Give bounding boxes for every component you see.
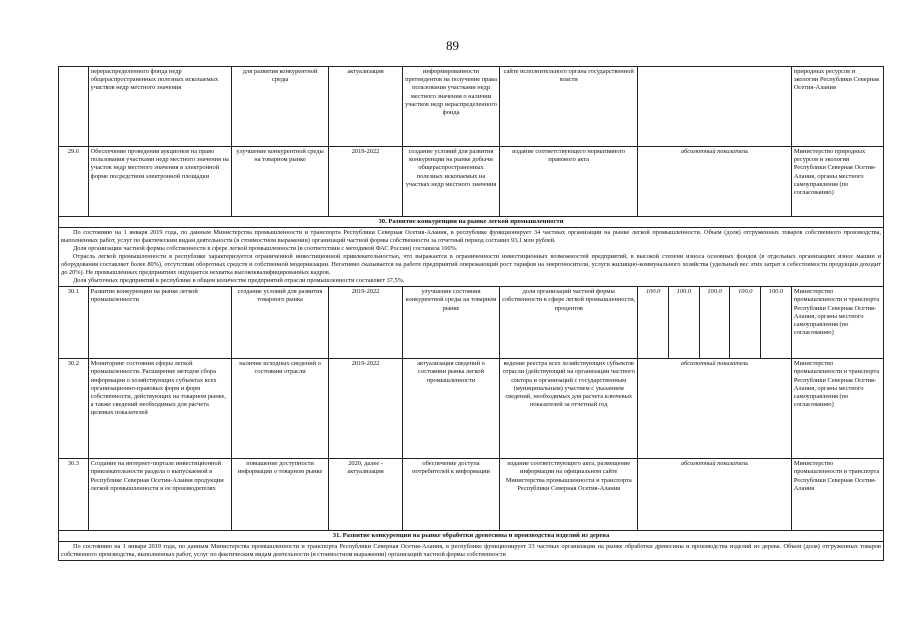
- cell-result: информированности претендентов на получение права пользования участками недр местного значения о наличии участков недр нераспределенного фонда: [402, 67, 499, 147]
- section-intro-row: [59, 542, 884, 561]
- page-number: 89: [446, 38, 459, 53]
- section-title: 31. Развитие конкуренции на рынке обработки древесины и производства изделий из дерева: [59, 531, 884, 542]
- cell-term: 2019-2022: [329, 287, 403, 359]
- cell-num: 29.6: [59, 147, 89, 217]
- cell-document: издание соответствующего нормативного правового акта: [500, 147, 638, 217]
- table-row: [59, 147, 884, 217]
- cell-value-2022: 100.0: [761, 287, 792, 359]
- table-row: [59, 459, 884, 531]
- cell-result: создание условий для развития конкуренции на рынке добычи общераспространенных полезных ископаемых на участках недр местного значения: [402, 147, 499, 217]
- cell-document: доля организаций частной формы собственности в сфере легкой промышленности, процентов: [500, 287, 638, 359]
- cell-measure: Мониторинг состояния сферы легкой промышленности. Расширение методов сбора информации о хозяйствующих субъектах всех организационно-правовых форм и форм собственности, действующих на товарном рынке, а также сведений необходимых для расчета целевых показателей: [88, 359, 231, 459]
- cell-problem: для развития конкурентной среды: [231, 67, 328, 147]
- intro-paragraph: По состоянию на 1 января 2019 года, по данным Министерства промышленности и транспорта Республики Северная Осетия-Алания, в республике функционирует 34 частных организации на рынке легкой промышленности. Объем (доля) отгруженных товаров собственного производства, выполненных работ, услуг по фактическим видам деятельности (в стоимостном выражении) организаций частной формы собственности за отчетный период составил 93,1 млн рублей.: [61, 229, 881, 245]
- section-title: 30. Развитие конкуренции на рынке легкой промышленности: [59, 217, 884, 228]
- cell-num: 30.1: [59, 287, 89, 359]
- cell-document: ведение реестра всех хозяйствующих субъектов отрасли (действующий на организации частного сектора и организаций с государственным (муниципальным) участием с указанием сведений, необходимых для расчета ключевых показателей за отчетный год: [500, 359, 638, 459]
- intro-paragraph: Доля организации частной формы собственности в сфере легкой промышленности (в соответствии с методикой ФАС России) составила 100%.: [73, 245, 458, 253]
- cell-result: улучшение состояния конкурентной среды на товарном рынке: [402, 287, 499, 359]
- cell-num: [59, 67, 89, 147]
- section-heading-row: [59, 531, 884, 542]
- cell-term: актуализация: [329, 67, 403, 147]
- cell-indicators: абсолютный показатель: [638, 147, 792, 217]
- cell-measure: Создание на интернет-портале инвестиционной привлекательности раздела о выпускаемой в Республике Северная Осетия-Алания продукции легкой промышленности и ее производителях: [88, 459, 231, 531]
- section-heading-row: [59, 217, 884, 228]
- cell-measure: перераспределенного фонда недр общераспространенных полезных ископаемых участков недр местного значения: [88, 67, 231, 147]
- cell-value-2018: 100.0: [638, 287, 669, 359]
- cell-measure: Развитие конкуренции на рынке легкой промышленности: [88, 287, 231, 359]
- section-intro-row: [59, 228, 884, 287]
- cell-responsible: природных ресурсов и экологии Республики Северная Осетия-Алания: [791, 67, 883, 147]
- cell-result: актуализация сведений о состоянии рынка легкой промышленности: [402, 359, 499, 459]
- intro-paragraph: Отрасль легкой промышленности в республике характеризуется ограниченной инвестиционной привлекательностью, что выражается в ограниченности инвестиционных возможностей предприятий, в высокой степени износа основных фондов (в отдельных организациях износ машин и оборудования составляет более 80%), отсутствии оборотных средств и собственной модернизации. Негативно сказывается на работе предприятий опережающий рост тарифов на энергоносители, услуги жилищно-коммунального хозяйства (удельный вес этих затрат в себестоимости продукции доходит до 20%). Не промышленных предприятиях ощущается нехватка высококвалифицированных кадров.: [61, 253, 881, 277]
- section-intro: [59, 542, 884, 561]
- cell-indicators: [638, 67, 792, 147]
- cell-indicators: абсолютный показатель: [638, 459, 792, 531]
- table-row: [59, 359, 884, 459]
- cell-indicators: абсолютный показатель: [638, 359, 792, 459]
- cell-term: 2019-2022: [329, 359, 403, 459]
- cell-problem: наличие исходных сведений о состоянии отрасли: [231, 359, 328, 459]
- cell-responsible: Министерство природных ресурсов и экологии Республики Северная Осетия-Алания, органы местного самоуправления (по согласованию): [791, 147, 883, 217]
- cell-term: 2019-2022: [329, 147, 403, 217]
- cell-problem: создание условий для развития товарного рынка: [231, 287, 328, 359]
- cell-document: сайте исполнительного органа государственной власти: [500, 67, 638, 147]
- cell-value-2021: 100.0: [730, 287, 761, 359]
- cell-responsible: Министерство промышленности и транспорта Республики Северная Осетия-Алания: [791, 459, 883, 531]
- cell-problem: улучшение конкурентной среды на товарном рынке: [231, 147, 328, 217]
- cell-result: обеспечение доступа потребителей к информации: [402, 459, 499, 531]
- cell-measure: Обеспечение проведения аукционов на право пользования участками недр местного значения на участок недр местного значения в электронной форме посредством электронной площадки: [88, 147, 231, 217]
- section-intro: [59, 228, 884, 287]
- table-row: [59, 67, 884, 147]
- intro-paragraph: По состоянию на 1 января 2019 года, по данным Министерства промышленности и транспорта Республики Северная Осетия-Алания, в республике функционирует 33 частных организации на рынке обработки древесины и производства изделий из дерева. Объем (доля) отгруженных товаров собственного производства, выполненных работ, услуг по фактическим видам деятельности (в стоимостном выражении) организаций частной формы собственности: [61, 543, 881, 559]
- cell-num: 30.2: [59, 359, 89, 459]
- cell-term: 2020, далее - актуализация: [329, 459, 403, 531]
- cell-responsible: Министерство промышленности и транспорта Республики Северная Осетия-Алания, органы местного самоуправления (по согласованию): [791, 287, 883, 359]
- cell-value-2019: 100.0: [669, 287, 700, 359]
- intro-paragraph: Доля убыточных предприятий в республике в общем количестве предприятий отрасли промышленности составляет 37,5%.: [73, 277, 405, 285]
- cell-value-2020: 100.0: [699, 287, 730, 359]
- measures-table: [58, 66, 884, 561]
- cell-document: издание соответствующего акта, размещение информации на официальном сайте Министерства промышленности и транспорта Республики Северная Осетия-Алания: [500, 459, 638, 531]
- table-row: [59, 287, 884, 359]
- cell-problem: повышение доступности информации о товарном рынке: [231, 459, 328, 531]
- cell-num: 30.3: [59, 459, 89, 531]
- cell-responsible: Министерство промышленности и транспорта Республики Северная Осетия-Алания, органы местного самоуправления (по согласованию): [791, 359, 883, 459]
